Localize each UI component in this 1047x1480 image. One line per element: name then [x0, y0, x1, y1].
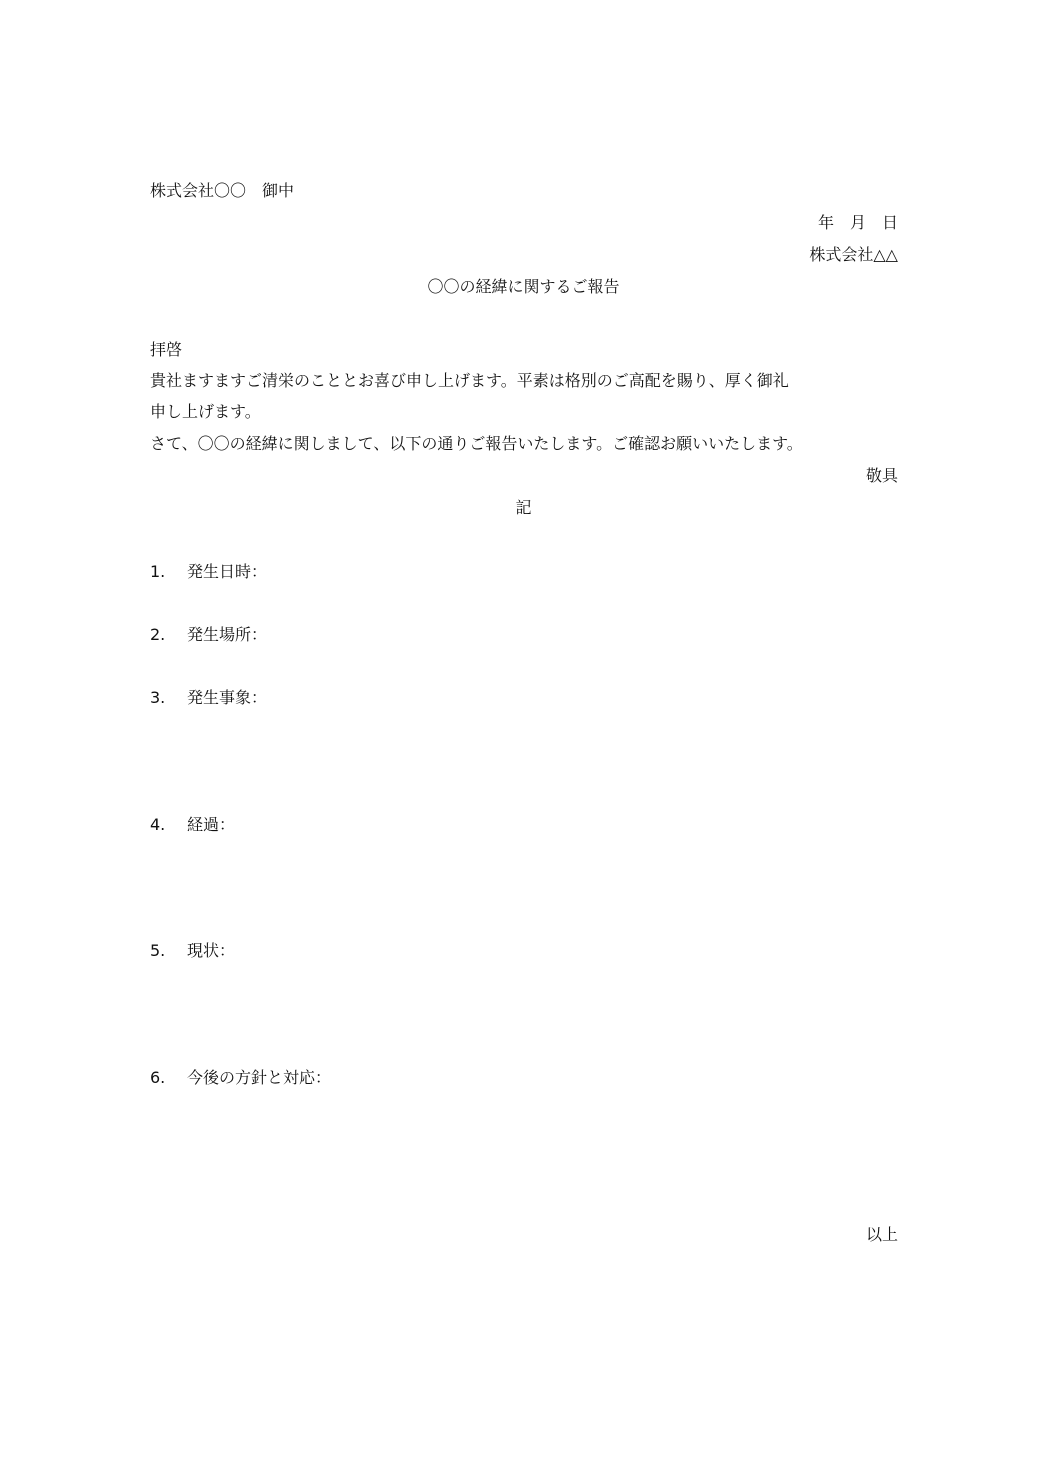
item-label: 現状： — [187, 941, 236, 960]
item-label: 発生事象： — [187, 688, 268, 707]
item-number: 2. — [150, 625, 166, 644]
list-item — [150, 940, 235, 962]
date-line: 年 月 日 — [817, 213, 898, 232]
list-item — [150, 687, 267, 709]
sender-name: 株式会社△△ — [809, 245, 898, 264]
salutation: 拝啓 — [150, 340, 183, 359]
item-number: 5. — [150, 941, 166, 960]
item-number: 6. — [150, 1068, 166, 1087]
body-line-3: さて、〇〇の経緯に関しまして、以下の通りご報告いたします。ご確認お願いいたします。 — [150, 434, 803, 453]
body-line-2: 申し上げます。 — [150, 402, 261, 421]
item-label: 経過： — [187, 815, 236, 834]
item-label: 発生場所： — [187, 625, 268, 644]
list-item — [150, 814, 235, 836]
list-item — [150, 624, 267, 646]
item-label: 今後の方針と対応： — [187, 1068, 332, 1087]
document-title: 〇〇の経緯に関するご報告 — [427, 277, 620, 296]
closing: 敬具 — [865, 466, 898, 485]
end-mark: 以上 — [865, 1225, 898, 1244]
item-number: 3. — [150, 688, 166, 707]
ki-heading: 記 — [515, 498, 532, 517]
addressee: 株式会社〇〇 御中 — [150, 181, 295, 200]
item-label: 発生日時： — [187, 562, 268, 581]
list-item — [150, 561, 267, 583]
list-item — [150, 1067, 331, 1089]
item-number: 1. — [150, 562, 166, 581]
item-number: 4. — [150, 815, 166, 834]
body-line-1: 貴社ますますご清栄のこととお喜び申し上げます。平素は格別のご高配を賜り、厚く御礼 — [150, 371, 789, 390]
